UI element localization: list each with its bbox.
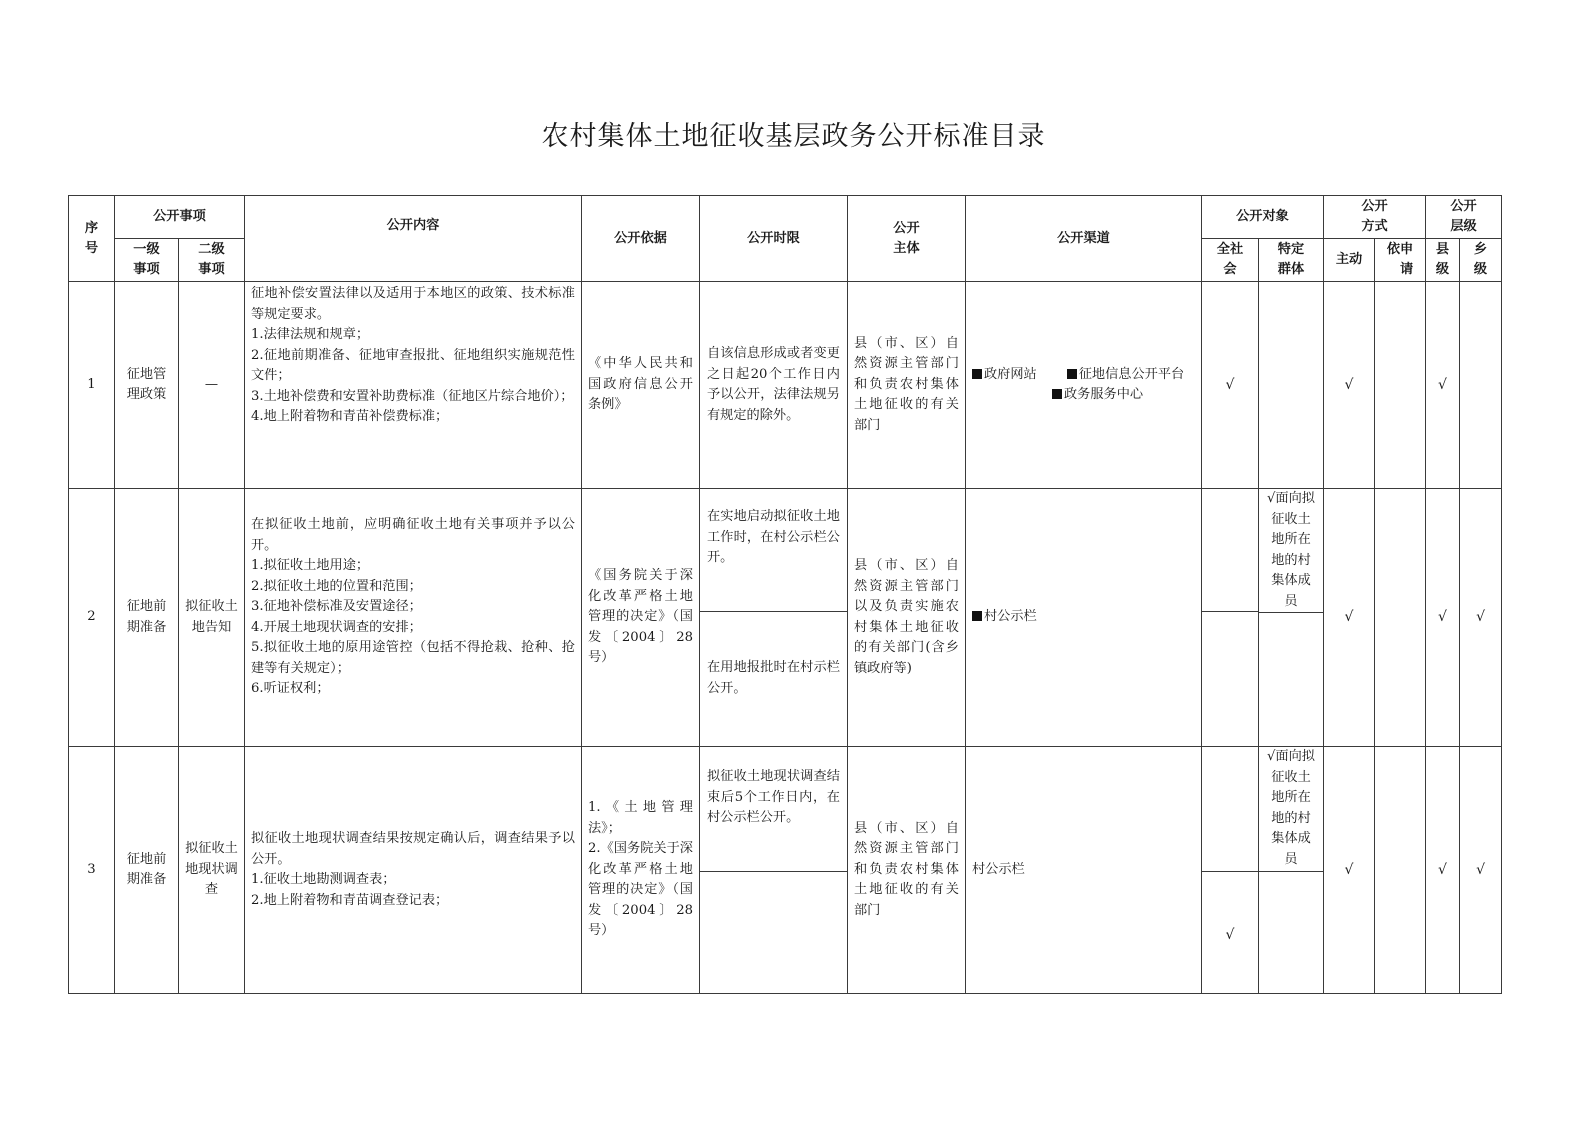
header-deadline: 公开时限 bbox=[700, 196, 848, 282]
row-deadline bbox=[700, 747, 848, 994]
row-target-group bbox=[1259, 747, 1324, 994]
table-row bbox=[69, 282, 1502, 489]
row-channel: 村公示栏 bbox=[966, 489, 1202, 747]
channel-item: 政务服务中心 bbox=[1052, 385, 1143, 406]
row-method-request bbox=[1375, 747, 1426, 994]
row-level2: 拟征收土地告知 bbox=[179, 489, 245, 747]
black-square-bullet-icon bbox=[1067, 369, 1077, 379]
row-level1: 征地管理政策 bbox=[115, 282, 179, 489]
row-content: 在拟征收土地前，应明确征收土地有关事项并予以公开。 1.拟征收土地用途； 2.拟征收土地的位置和范围； 3.征地补偿标准及安置途径； 4.开展土地现状调查的安排； 5.拟征收土地的原用途管控（包括不得抢栽、抢种、抢建等有关规定）； 6.听证权利； bbox=[245, 489, 582, 747]
row-method-request bbox=[1375, 282, 1426, 489]
disclosure-catalog-table bbox=[68, 195, 1502, 994]
row-target-all bbox=[1202, 747, 1259, 994]
target-all-check-icon: √ bbox=[1202, 871, 1258, 993]
header-target-all: 全社会 bbox=[1202, 239, 1259, 282]
header-channel: 公开渠道 bbox=[966, 196, 1202, 282]
row-content: 拟征收土地现状调查结果按规定确认后，调查结果予以公开。 1.征收土地勘测调查表； 2.地上附着物和青苗调查登记表； bbox=[245, 747, 582, 994]
row-target-group bbox=[1259, 489, 1324, 747]
row-level-county-check-icon: √ bbox=[1426, 489, 1460, 747]
header-level-town: 乡级 bbox=[1460, 239, 1502, 282]
row-deadline bbox=[700, 489, 848, 747]
table-row bbox=[69, 489, 1502, 747]
row-target-all bbox=[1202, 489, 1259, 747]
header-row-1 bbox=[69, 196, 1502, 239]
header-content: 公开内容 bbox=[245, 196, 582, 282]
row-subject: 县（市、区）自然资源主管部门和负责农村集体土地征收的有关部门 bbox=[848, 747, 966, 994]
row-basis: 1.《土地管理法》； 2.《国务院关于深化改革严格土地管理的决定》（国发〔2004〕28号） bbox=[582, 747, 700, 994]
target-group-text: √面向拟征收土地所在地的村集体成员 bbox=[1267, 749, 1315, 867]
header-level: 公开层级 bbox=[1426, 196, 1502, 239]
header-level1: 一级事项 bbox=[115, 239, 179, 282]
page-title: 农村集体土地征收基层政务公开标准目录 bbox=[541, 121, 1046, 152]
row-target-group bbox=[1259, 282, 1324, 489]
deadline-part-a: 在实地启动拟征收土地工作时，在村公示栏公开。 bbox=[707, 509, 840, 565]
row-level2: 拟征收土地现状调查 bbox=[179, 747, 245, 994]
black-square-bullet-icon bbox=[972, 369, 982, 379]
header-method-active: 主动 bbox=[1324, 239, 1375, 282]
row-level1: 征地前期准备 bbox=[115, 747, 179, 994]
channel-item: 征地信息公开平台 bbox=[1067, 365, 1185, 386]
row-seq: 1 bbox=[69, 282, 115, 489]
header-target-group: 特定群体 bbox=[1259, 239, 1324, 282]
row-level-county-check-icon: √ bbox=[1426, 282, 1460, 489]
header-method-request: 依申请 bbox=[1375, 239, 1426, 282]
deadline-part-b bbox=[700, 871, 847, 993]
channel-item: 政府网站 bbox=[972, 365, 1037, 386]
black-square-bullet-icon bbox=[1052, 389, 1062, 399]
row-method-active-check-icon: √ bbox=[1324, 489, 1375, 747]
row-basis: 《国务院关于深化改革严格土地管理的决定》（国发〔2004〕28号） bbox=[582, 489, 700, 747]
row-level-town-check-icon: √ bbox=[1460, 747, 1502, 994]
header-target: 公开对象 bbox=[1202, 196, 1324, 239]
header-basis: 公开依据 bbox=[582, 196, 700, 282]
row-level-town-check-icon: √ bbox=[1460, 489, 1502, 747]
row-seq: 3 bbox=[69, 747, 115, 994]
row-method-request bbox=[1375, 489, 1426, 747]
header-seq: 序号 bbox=[69, 196, 115, 282]
row-target-all-check-icon: √ bbox=[1202, 282, 1259, 489]
row-level-town bbox=[1460, 282, 1502, 489]
deadline-part-b: 在用地报批时在村示栏公开。 bbox=[700, 611, 847, 746]
header-items: 公开事项 bbox=[115, 196, 245, 239]
header-level-county: 县级 bbox=[1426, 239, 1460, 282]
row-content: 征地补偿安置法律以及适用于本地区的政策、技术标准等规定要求。 1.法律法规和规章； 2.征地前期准备、征地审查报批、征地组织实施规范性文件； 3.土地补偿费和安置补助费标准（征地区片综合地价）； 4.地上附着物和青苗补偿费标准； bbox=[245, 282, 582, 489]
table-row bbox=[69, 747, 1502, 994]
row-deadline: 自该信息形成或者变更之日起20个工作日内予以公开，法律法规另有规定的除外。 bbox=[700, 282, 848, 489]
deadline-part-a: 拟征收土地现状调查结束后5个工作日内，在村公示栏公开。 bbox=[707, 769, 840, 825]
row-method-active-check-icon: √ bbox=[1324, 747, 1375, 994]
row-channel bbox=[966, 282, 1202, 489]
row-channel: 村公示栏 bbox=[966, 747, 1202, 994]
row-level2: — bbox=[179, 282, 245, 489]
row-subject: 县（市、区）自然资源主管部门以及负责实施农村集体土地征收的有关部门(含乡镇政府等) bbox=[848, 489, 966, 747]
row-level-county-check-icon: √ bbox=[1426, 747, 1460, 994]
row-basis: 《中华人民共和国政府信息公开条例》 bbox=[582, 282, 700, 489]
target-group-text: √面向拟征收土地所在地的村集体成员 bbox=[1267, 491, 1315, 609]
row-subject: 县（市、区）自然资源主管部门和负责农村集体土地征收的有关部门 bbox=[848, 282, 966, 489]
header-method: 公开方式 bbox=[1324, 196, 1426, 239]
black-square-bullet-icon bbox=[972, 611, 982, 621]
row-level1: 征地前期准备 bbox=[115, 489, 179, 747]
row-seq: 2 bbox=[69, 489, 115, 747]
row-method-active-check-icon: √ bbox=[1324, 282, 1375, 489]
header-subject: 公开主体 bbox=[848, 196, 966, 282]
header-level2: 二级事项 bbox=[179, 239, 245, 282]
